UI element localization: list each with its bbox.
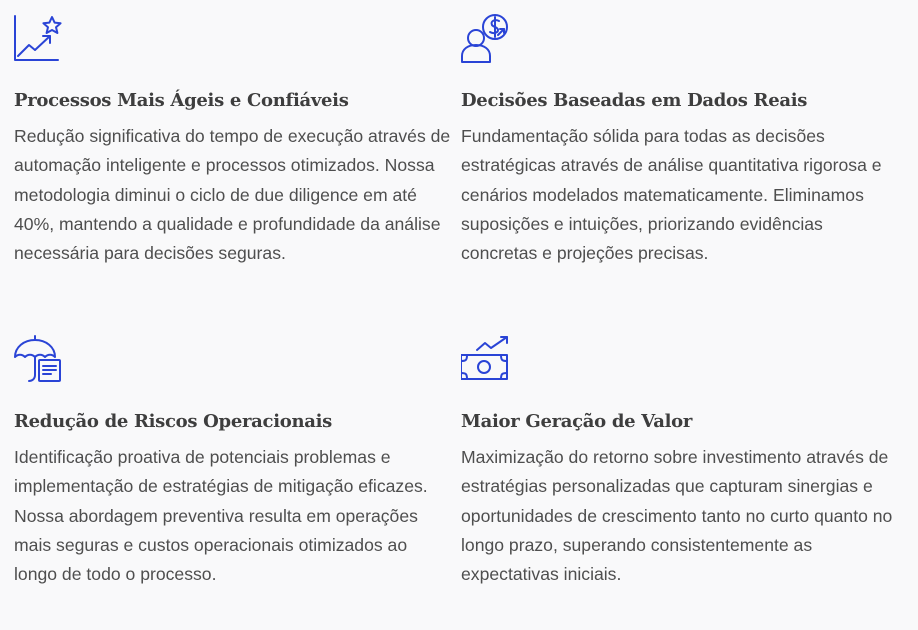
growth-chart-star-icon [14, 14, 66, 66]
benefit-card-risk-reduction [14, 335, 454, 589]
benefit-card-agile-processes [14, 14, 454, 268]
card-description: Maximização do retorno sobre investimento através de estratégias personalizadas que capturam sinergias e oportunidades de crescimento tanto no curto quanto no longo prazo, superando consistentemente as expectativas iniciais. [461, 447, 893, 585]
card-title: Redução de Riscos Operacionais [14, 411, 332, 432]
card-description: Redução significativa do tempo de execução através de automação inteligente e processos otimizados. Nossa metodologia diminui o ciclo de due diligence em até 40%, mantendo a qualidade e profundidade da análise necessária para decisões seguras. [14, 126, 451, 264]
card-description: Identificação proativa de potenciais problemas e implementação de estratégias de mitigação eficazes. Nossa abordagem preventiva resulta em operações mais seguras e custos operacionais otimizados ao longo de todo o processo. [14, 447, 428, 585]
card-title: Decisões Baseadas em Dados Reais [461, 90, 808, 111]
card-title: Processos Mais Ágeis e Confiáveis [14, 90, 349, 111]
benefit-card-data-decisions [461, 14, 901, 268]
benefit-card-value-generation [461, 335, 901, 589]
umbrella-document-icon [14, 335, 66, 387]
card-title: Maior Geração de Valor [461, 411, 693, 432]
banknote-growth-icon [461, 335, 513, 387]
person-money-icon [461, 14, 513, 66]
card-description: Fundamentação sólida para todas as decisões estratégicas através de análise quantitativa rigorosa e cenários modelados matematicamente. Eliminamos suposições e intuições, priorizando evidências concretas e projeções precisas. [461, 126, 882, 264]
